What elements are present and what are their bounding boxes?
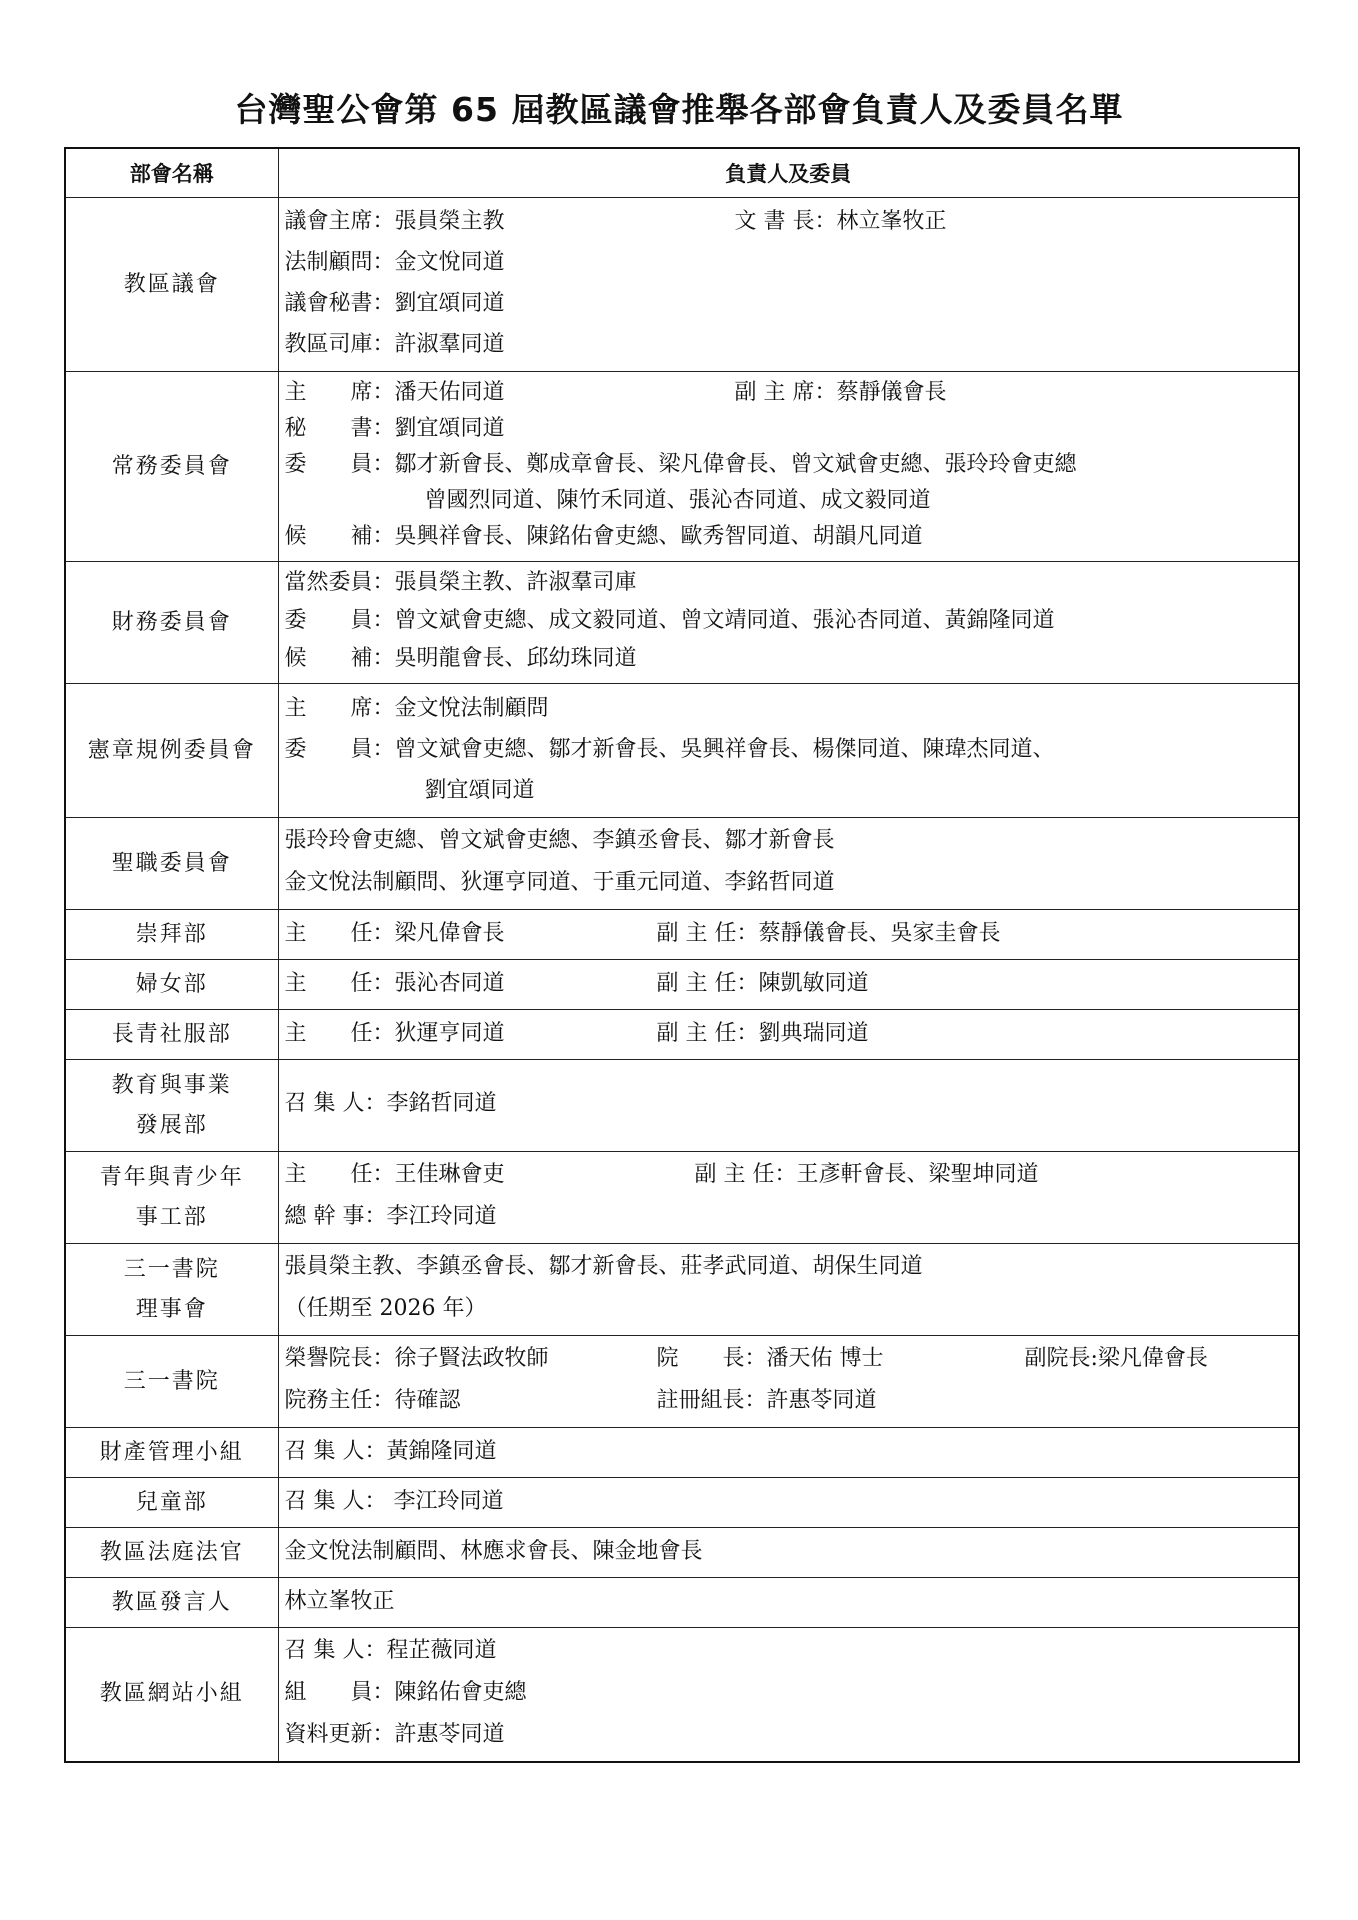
member-text: 金文悅法制顧問、林應求會長、陳金地會長 — [284, 1539, 703, 1564]
members-cell — [278, 684, 1299, 818]
dept-name-text: 常務委員會 — [111, 453, 232, 479]
members-cell — [278, 372, 1299, 562]
dept-name-cell — [65, 1152, 278, 1244]
member-line — [285, 1380, 1295, 1422]
dept-name-cell — [65, 372, 278, 562]
dept-name-text: 財產管理小組 — [99, 1439, 244, 1465]
member-line — [285, 729, 1295, 770]
member-line — [285, 1630, 1295, 1672]
dept-name-text: 長青社服部 — [111, 1021, 232, 1047]
dept-name-text: 發展部 — [135, 1112, 208, 1138]
member-text: 召 集 人：黃錦隆同道 — [284, 1439, 497, 1464]
header-dept: 部會名稱 — [65, 148, 278, 198]
member-line — [285, 1010, 1295, 1058]
members-cell — [278, 1060, 1299, 1152]
member-text: 副 主 任：王彥軒會長、梁聖坤同道 — [694, 1162, 1039, 1187]
members-cell — [278, 960, 1299, 1010]
dept-name-text: 教區議會 — [123, 271, 220, 297]
member-text: 副 主 任：蔡靜儀會長、吳家圭會長 — [656, 921, 1001, 946]
member-text: （任期至 2026 年） — [284, 1296, 487, 1321]
roster-table — [64, 147, 1300, 1763]
member-line — [285, 1672, 1295, 1714]
dept-name-cell — [65, 1628, 278, 1762]
member-text: 議會秘書：劉宜頌同道 — [284, 291, 505, 316]
member-line — [285, 283, 1295, 324]
member-line — [285, 1288, 1295, 1330]
member-text: 召 集 人： 李江玲同道 — [284, 1489, 504, 1514]
member-text: 劉宜頌同道 — [424, 777, 535, 803]
dept-name-cell — [65, 684, 278, 818]
dept-name-text: 教區法庭法官 — [99, 1539, 244, 1565]
members-cell — [278, 818, 1299, 910]
member-text: 秘 書：劉宜頌同道 — [284, 416, 505, 441]
dept-name-text: 教區發言人 — [111, 1589, 232, 1615]
dept-name-text: 婦女部 — [135, 971, 208, 997]
member-text: 組 員：陳銘佑會吏總 — [284, 1680, 527, 1705]
member-text: 候 補：吳明龍會長、邱幼珠同道 — [284, 646, 637, 671]
members-cell — [278, 1628, 1299, 1762]
member-line — [285, 1154, 1295, 1196]
member-text: 召 集 人：李銘哲同道 — [284, 1091, 497, 1116]
member-line — [285, 1714, 1295, 1756]
dept-name-cell — [65, 562, 278, 684]
dept-name-text: 崇拜部 — [135, 921, 208, 947]
member-text: 院 長：潘天佑 博士 — [656, 1346, 884, 1371]
member-text: 議會主席：張員榮主教 — [284, 209, 505, 234]
member-line — [285, 519, 1295, 555]
member-line — [285, 1578, 1295, 1626]
table-row — [65, 1528, 1299, 1578]
dept-name-text: 三一書院 — [123, 1256, 220, 1282]
member-line — [285, 242, 1295, 283]
member-line — [285, 602, 1295, 640]
member-text: 委 員：鄒才新會長、鄭成章會長、梁凡偉會長、曾文斌會吏總、張玲玲會吏總 — [284, 452, 1077, 477]
member-line — [285, 1246, 1295, 1288]
members-cell — [278, 1336, 1299, 1428]
dept-name-text: 教區網站小組 — [99, 1681, 244, 1707]
dept-name-cell — [65, 1428, 278, 1478]
member-text: 金文悅法制顧問、狄運亨同道、于重元同道、李銘哲同道 — [284, 870, 835, 895]
member-line — [285, 1528, 1295, 1576]
members-cell — [278, 1428, 1299, 1478]
members-cell — [278, 1578, 1299, 1628]
dept-name-cell — [65, 1478, 278, 1528]
member-line — [285, 770, 1295, 811]
dept-name-cell — [65, 818, 278, 910]
dept-name-cell — [65, 910, 278, 960]
member-line — [285, 483, 1295, 519]
member-text: 主 席：潘天佑同道 — [284, 380, 505, 405]
member-text: 主 席：金文悅法制顧問 — [284, 695, 549, 721]
member-text: 文 書 長：林立峯牧正 — [734, 209, 947, 234]
table-row — [65, 1478, 1299, 1528]
table-row — [65, 684, 1299, 818]
member-text: 副院長:梁凡偉會長 — [1024, 1346, 1208, 1371]
dept-name-cell — [65, 960, 278, 1010]
table-row — [65, 1244, 1299, 1336]
table-row — [65, 372, 1299, 562]
member-line — [285, 447, 1295, 483]
dept-name-text: 三一書院 — [123, 1368, 220, 1394]
member-line — [285, 564, 1295, 602]
header-members: 負責人及委員 — [278, 148, 1299, 198]
table-row — [65, 1428, 1299, 1478]
dept-name-text: 青年與青少年 — [99, 1164, 244, 1190]
table-row — [65, 1010, 1299, 1060]
members-cell — [278, 1478, 1299, 1528]
dept-name-cell — [65, 1578, 278, 1628]
dept-name-text: 教育與事業 — [111, 1072, 232, 1098]
dept-name-text: 財務委員會 — [111, 609, 232, 635]
document-title: 台灣聖公會第 65 屆教區議會推舉各部會負責人及委員名單 — [234, 90, 1124, 129]
member-text: 候 補：吳興祥會長、陳銘佑會吏總、歐秀智同道、胡韻凡同道 — [284, 524, 923, 549]
dept-name-text: 兒童部 — [135, 1489, 208, 1515]
table-row — [65, 1152, 1299, 1244]
table-row — [65, 562, 1299, 684]
member-line — [285, 1083, 1295, 1125]
table-row — [65, 1578, 1299, 1628]
member-line — [285, 1338, 1295, 1380]
dept-name-cell — [65, 1336, 278, 1428]
roster-body — [65, 198, 1299, 1762]
dept-name-cell — [65, 1528, 278, 1578]
member-line — [285, 960, 1295, 1008]
member-text: 主 任：狄運亨同道 — [284, 1021, 505, 1046]
member-text: 院務主任：待確認 — [284, 1388, 461, 1413]
member-text: 委 員：曾文斌會吏總、鄒才新會長、吳興祥會長、楊傑同道、陳瑋杰同道、 — [284, 736, 1055, 762]
dept-name-cell — [65, 1010, 278, 1060]
member-line — [285, 201, 1295, 242]
member-text: 教區司庫：許淑羣同道 — [284, 332, 505, 357]
header-row — [65, 148, 1299, 198]
member-text: 榮譽院長：徐子賢法政牧師 — [284, 1346, 549, 1371]
dept-name-text: 事工部 — [135, 1204, 208, 1230]
member-text: 副 主 任：陳凱敏同道 — [656, 971, 869, 996]
dept-name-text: 聖職委員會 — [111, 850, 232, 876]
members-cell — [278, 198, 1299, 372]
member-text: 張玲玲會吏總、曾文斌會吏總、李鎮丞會長、鄒才新會長 — [284, 828, 835, 853]
dept-name-cell — [65, 198, 278, 372]
member-text: 召 集 人：程芷薇同道 — [284, 1638, 497, 1663]
member-text: 主 任：梁凡偉會長 — [284, 921, 505, 946]
table-row — [65, 1628, 1299, 1762]
members-cell — [278, 1528, 1299, 1578]
member-line — [285, 820, 1295, 862]
table-row — [65, 1060, 1299, 1152]
member-text: 主 任：王佳琳會吏 — [284, 1162, 505, 1187]
member-text: 委 員：曾文斌會吏總、成文毅同道、曾文靖同道、張沁杏同道、黃錦隆同道 — [284, 608, 1055, 633]
member-line — [285, 411, 1295, 447]
member-line — [285, 375, 1295, 411]
member-text: 林立峯牧正 — [284, 1589, 395, 1614]
table-row — [65, 818, 1299, 910]
member-text: 副 主 席：蔡靜儀會長 — [734, 380, 947, 405]
member-line — [285, 640, 1295, 678]
table-row — [65, 910, 1299, 960]
members-cell — [278, 562, 1299, 684]
dept-name-cell — [65, 1244, 278, 1336]
member-line — [285, 862, 1295, 904]
member-line — [285, 1196, 1295, 1238]
member-line — [285, 1428, 1295, 1476]
members-cell — [278, 1152, 1299, 1244]
dept-name-text: 憲章規例委員會 — [87, 737, 256, 763]
member-line — [285, 1478, 1295, 1526]
dept-name-cell — [65, 1060, 278, 1152]
members-cell — [278, 1010, 1299, 1060]
members-cell — [278, 1244, 1299, 1336]
member-text: 當然委員：張員榮主教、許淑羣司庫 — [284, 570, 637, 595]
member-text: 總 幹 事：李江玲同道 — [284, 1204, 497, 1229]
member-text: 資料更新：許惠苓同道 — [284, 1722, 505, 1747]
member-text: 註冊組長：許惠苓同道 — [656, 1388, 877, 1413]
members-cell — [278, 910, 1299, 960]
member-text: 曾國烈同道、陳竹禾同道、張沁杏同道、成文毅同道 — [424, 488, 931, 513]
table-row — [65, 1336, 1299, 1428]
member-text: 副 主 任：劉典瑞同道 — [656, 1021, 869, 1046]
member-line — [285, 324, 1295, 365]
table-row — [65, 960, 1299, 1010]
member-text: 主 任：張沁杏同道 — [284, 971, 505, 996]
member-line — [285, 910, 1295, 958]
member-text: 法制顧問：金文悅同道 — [284, 250, 505, 275]
dept-name-text: 理事會 — [135, 1296, 208, 1322]
member-text: 張員榮主教、李鎮丞會長、鄒才新會長、莊孝武同道、胡保生同道 — [284, 1254, 923, 1279]
table-row — [65, 198, 1299, 372]
member-line — [285, 688, 1295, 729]
